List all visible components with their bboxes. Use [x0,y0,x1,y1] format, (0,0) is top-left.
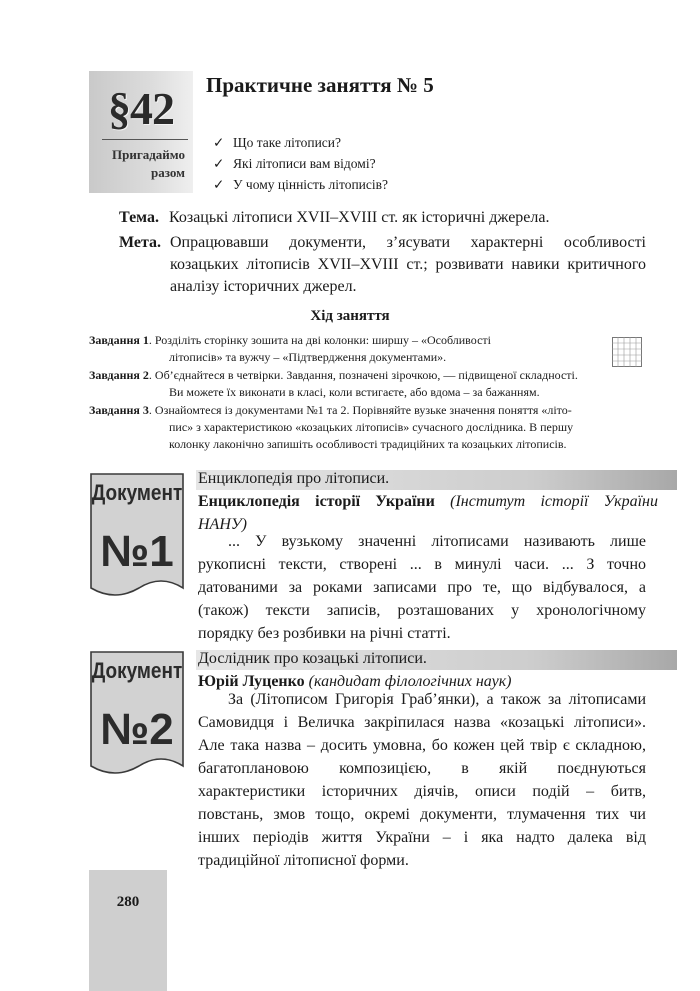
document-badge-number: №2 [100,705,174,754]
task-2: Завдання 2. Об’єднайтеся в четвірки. Завдання, позначені зірочкою, — підвищеної складності. Ви можете їх виконати в класі, коли встигаєте, або вдома – за бажанням. [89,368,578,399]
goal-text: Опрацювавши документи, з’ясувати характерні особливості козацьких літописів XVII–XVIII ст.; розвивати навики критичного аналізу історичних джерел. [170,234,646,295]
section-divider [102,139,188,140]
table-grid-icon [612,337,642,367]
topic-text: Козацькі літописи XVII–XVIII ст. як історичні джерела. [169,209,550,226]
topic-row [119,207,647,229]
checklist-item: ✓ Які літописи вам відомі? [213,153,388,174]
checklist-item: ✓ У чому цінність літописів? [213,174,388,195]
checklist-item: ✓ Що таке літописи? [213,132,388,153]
lesson-title: Практичне заняття № 5 [206,73,434,97]
checkmark-icon: ✓ [213,177,225,192]
course-title: Хід заняття [310,308,390,324]
goal-label: Мета. [119,234,162,251]
document-badge-number: №1 [100,527,174,576]
document-badge-word: Документ [91,480,183,506]
document-1-source: Енциклопедія історії України (Інститут історії України НАНУ) [198,493,658,533]
task-3: Завдання 3. Ознайомтеся із документами №1 та 2. Порівняйте вузьке значення поняття «літо- пис» з характеристикою «козацьких літописів» сучасного дослідника. В першу колонку лаконічно запишіть особливості традиційних та козацьких літописів. [89,403,574,451]
checkmark-icon: ✓ [213,135,225,150]
section-remind-label: Пригадаймо разом [112,147,185,180]
document-badge-word: Документ [91,658,183,684]
document-2-source: Юрій Луценко (кандидат філологічних наук) [198,673,512,690]
page-number-block [89,870,167,991]
task-1: Завдання 1. Розділіть сторінку зошита на дві колонки: ширшу – «Особливості літописів» та вужчу – «Підтвердження документами». [89,333,491,364]
document-2-heading: Дослідник про козацькі літописи. [198,650,427,667]
document-1-heading: Енциклопедія про літописи. [198,470,390,487]
topic-label: Тема. [119,209,159,226]
document-1-text: ... У вузькому значенні літописами називають лише рукописні тексти, створені ... в минулі часи. ... З точно датованими за роками записами про те, що відбувалося, а (також) тексти записів, розташованих у хронологічному порядку без розбивки на річні статті. [198,533,646,642]
document-1-badge [89,470,185,610]
document-2-badge [89,648,185,788]
checkmark-icon: ✓ [213,156,225,171]
review-checklist [213,132,388,195]
section-number: §42 [108,83,174,134]
page-number: 280 [116,894,140,910]
document-2-text: За (Літописом Григорія Граб’янки), а також за літописами Самовидця і Величка закріпилася назва «козацькі літописи». Але така назва – досить умовна, бо кожен цей твір є складною, багатоплановою композицією, в якій поєднуються характеристики історичних діячів, описи подій – битв, повстань, змов тощо, окремі документи, тлумачення тих чи інших періодів життя України – і яка надто далека від традиційної літописної форми. [198,691,646,869]
